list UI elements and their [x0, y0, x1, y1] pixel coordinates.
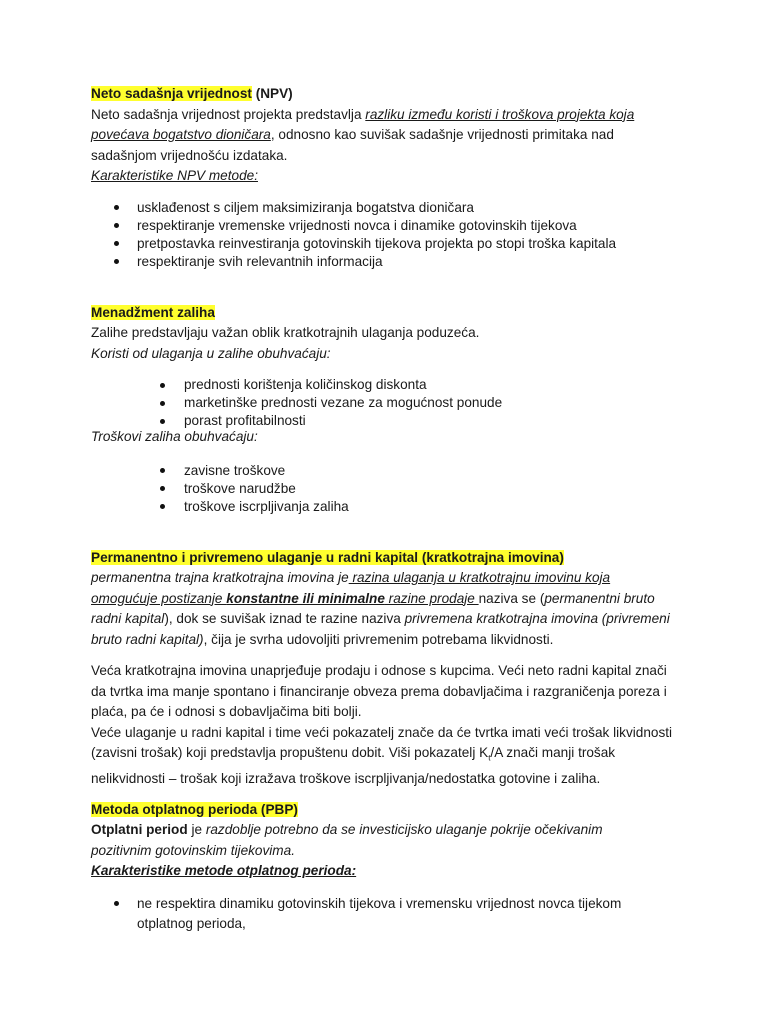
npv-heading-highlight: Neto sadašnja vrijednost: [91, 86, 252, 101]
npv-characteristics-list: [91, 199, 691, 271]
kapital-text-a: permanentna trajna kratkotrajna imovina je: [91, 570, 349, 585]
kapital-p3-subscript: t: [488, 753, 491, 763]
pbp-heading: [91, 800, 691, 821]
kapital-paragraph-2: Veća kratkotrajna imovina unaprjeđuje prodaju i odnose s kupcima. Veći neto radni kapital znači da tvrtka ima manje spontano i financiranje obveza prema dobavljačima i razgraničenja poreza i plaća, pa će i odnosi s dobavljačima biti bolji.: [91, 663, 667, 719]
list-item-text: ne respektira dinamiku gotovinskih tijekova i vremensku vrijednost novca tijekom otplatnog perioda,: [137, 895, 622, 931]
pbp-text-c: razdoblje potrebno da se investicijsko ulaganje pokrije očekivanim pozitivnim gotovinskim tijekovima.: [91, 822, 603, 858]
npv-definition-emphasis: razliku između koristi i troškova projekta koja povećava bogatstvo dioničara: [91, 106, 635, 142]
kapital-heading-highlight: Permanentno i privremeno ulaganje u radni kapital (kratkotrajna imovina): [91, 549, 564, 565]
pbp-definition: [91, 820, 661, 861]
zalihe-intro: Zalihe predstavljaju važan oblik kratkotrajnih ulaganja poduzeća.: [91, 325, 480, 340]
kapital-text-h: privremena kratkotrajna imovina (privremeni bruto radni kapital): [91, 611, 670, 647]
list-item: [91, 394, 691, 412]
bullet-icon: [160, 504, 165, 509]
pbp-term: Otplatni period: [91, 822, 188, 838]
list-item: [91, 480, 691, 498]
bullet-icon: [160, 486, 165, 491]
bullet-icon: [114, 259, 119, 264]
zalihe-benefits-list: [91, 376, 691, 430]
list-item-text: prednosti korištenja količinskog diskonta: [184, 377, 427, 392]
zalihe-benefits-label: Koristi od ulaganja u zalihe obuhvaćaju:: [91, 345, 331, 361]
npv-section: [91, 84, 691, 271]
list-item: [91, 235, 691, 253]
kapital-definition: [91, 568, 673, 650]
list-item-text: zavisne troškove: [184, 462, 286, 478]
kapital-p3-text-b: /A znači manji trošak nelikvidnosti – trošak koji izražava troškove iscrpljivanja/nedostatka gotovine i zaliha.: [91, 745, 616, 787]
kapital-text-f: permanentni bruto radni kapital: [91, 590, 655, 626]
list-item: [91, 253, 691, 271]
bullet-icon: [160, 383, 165, 388]
zalihe-costs-list: [91, 462, 691, 516]
list-item-text: marketinške prednosti vezane za mogućnost ponude: [184, 395, 503, 410]
list-item-text: respektiranje vremenske vrijednosti novca i dinamike gotovinskih tijekova: [137, 217, 577, 233]
list-item: [91, 412, 691, 430]
zalihe-section: [91, 303, 691, 516]
bullet-icon: [114, 223, 119, 228]
npv-definition: [91, 105, 681, 167]
kapital-p3-text-a: Veće ulaganje u radni kapital i time veći pokazatelj znače da će tvrtka imati veći trošak likvidnosti (zavisni trošak) koji predstavlja propuštenu dobit. Viši pokazatelj K: [91, 724, 673, 760]
kapital-text-c: konstantne ili minimalne: [226, 590, 385, 606]
document-page: [91, 84, 691, 934]
bullet-icon: [160, 419, 165, 424]
list-item-text: porast profitabilnosti: [184, 413, 306, 428]
kapital-text-g: ), dok se suvišak iznad te razine naziva: [164, 611, 405, 626]
npv-characteristics-label: Karakteristike NPV metode:: [91, 168, 258, 183]
bullet-icon: [160, 401, 165, 406]
pbp-section: [91, 800, 691, 934]
list-item: [91, 376, 691, 394]
npv-heading: [91, 84, 691, 105]
list-item: [91, 217, 691, 235]
zalihe-heading-highlight: Menadžment zaliha: [91, 304, 215, 320]
bullet-icon: [114, 205, 119, 210]
kapital-text-b: razina ulaganja u kratkotrajnu imovinu koja omogućuje postizanje: [91, 570, 611, 606]
list-item-text: pretpostavka reinvestiranja gotovinskih tijekova projekta po stopi troška kapitala: [137, 235, 617, 251]
pbp-heading-highlight: Metoda otplatnog perioda (PBP): [91, 801, 298, 817]
bullet-icon: [114, 241, 119, 246]
list-item: [91, 199, 691, 217]
kapital-heading: [91, 548, 691, 569]
pbp-characteristics-label: Karakteristike metode otplatnog perioda:: [91, 863, 357, 879]
kapital-text-i: , čija je svrha udovoljiti privremenim potrebama likvidnosti.: [203, 631, 554, 647]
list-item: [91, 894, 657, 934]
npv-definition-text-b: , odnosno kao suvišak sadašnje vrijednosti primitaka nad sadašnjom vrijednošću izdataka.: [91, 127, 614, 163]
pbp-characteristics-list: [91, 894, 691, 934]
pbp-text-b: je: [187, 822, 206, 838]
list-item: [91, 498, 691, 516]
list-item: [91, 462, 691, 480]
list-item-text: troškove iscrpljivanja zaliha: [184, 498, 349, 514]
list-item-text: respektiranje svih relevantnih informacija: [137, 253, 383, 269]
kapital-text-e: naziva se (: [478, 590, 545, 606]
bullet-icon: [114, 901, 119, 906]
bullet-icon: [160, 468, 165, 473]
kapital-paragraph-3: [91, 723, 679, 790]
zalihe-costs-label: Troškovi zaliha obuhvaćaju:: [91, 429, 258, 444]
kapital-section: [91, 548, 691, 790]
zalihe-heading: [91, 303, 691, 324]
list-item-text: usklađenost s ciljem maksimiziranja bogatstva dioničara: [137, 199, 474, 215]
npv-definition-text-a: Neto sadašnja vrijednost projekta predstavlja: [91, 106, 366, 122]
kapital-text-d: razine prodaje: [384, 590, 479, 606]
list-item-text: troškove narudžbe: [184, 480, 296, 496]
npv-heading-suffix: (NPV): [251, 86, 293, 101]
